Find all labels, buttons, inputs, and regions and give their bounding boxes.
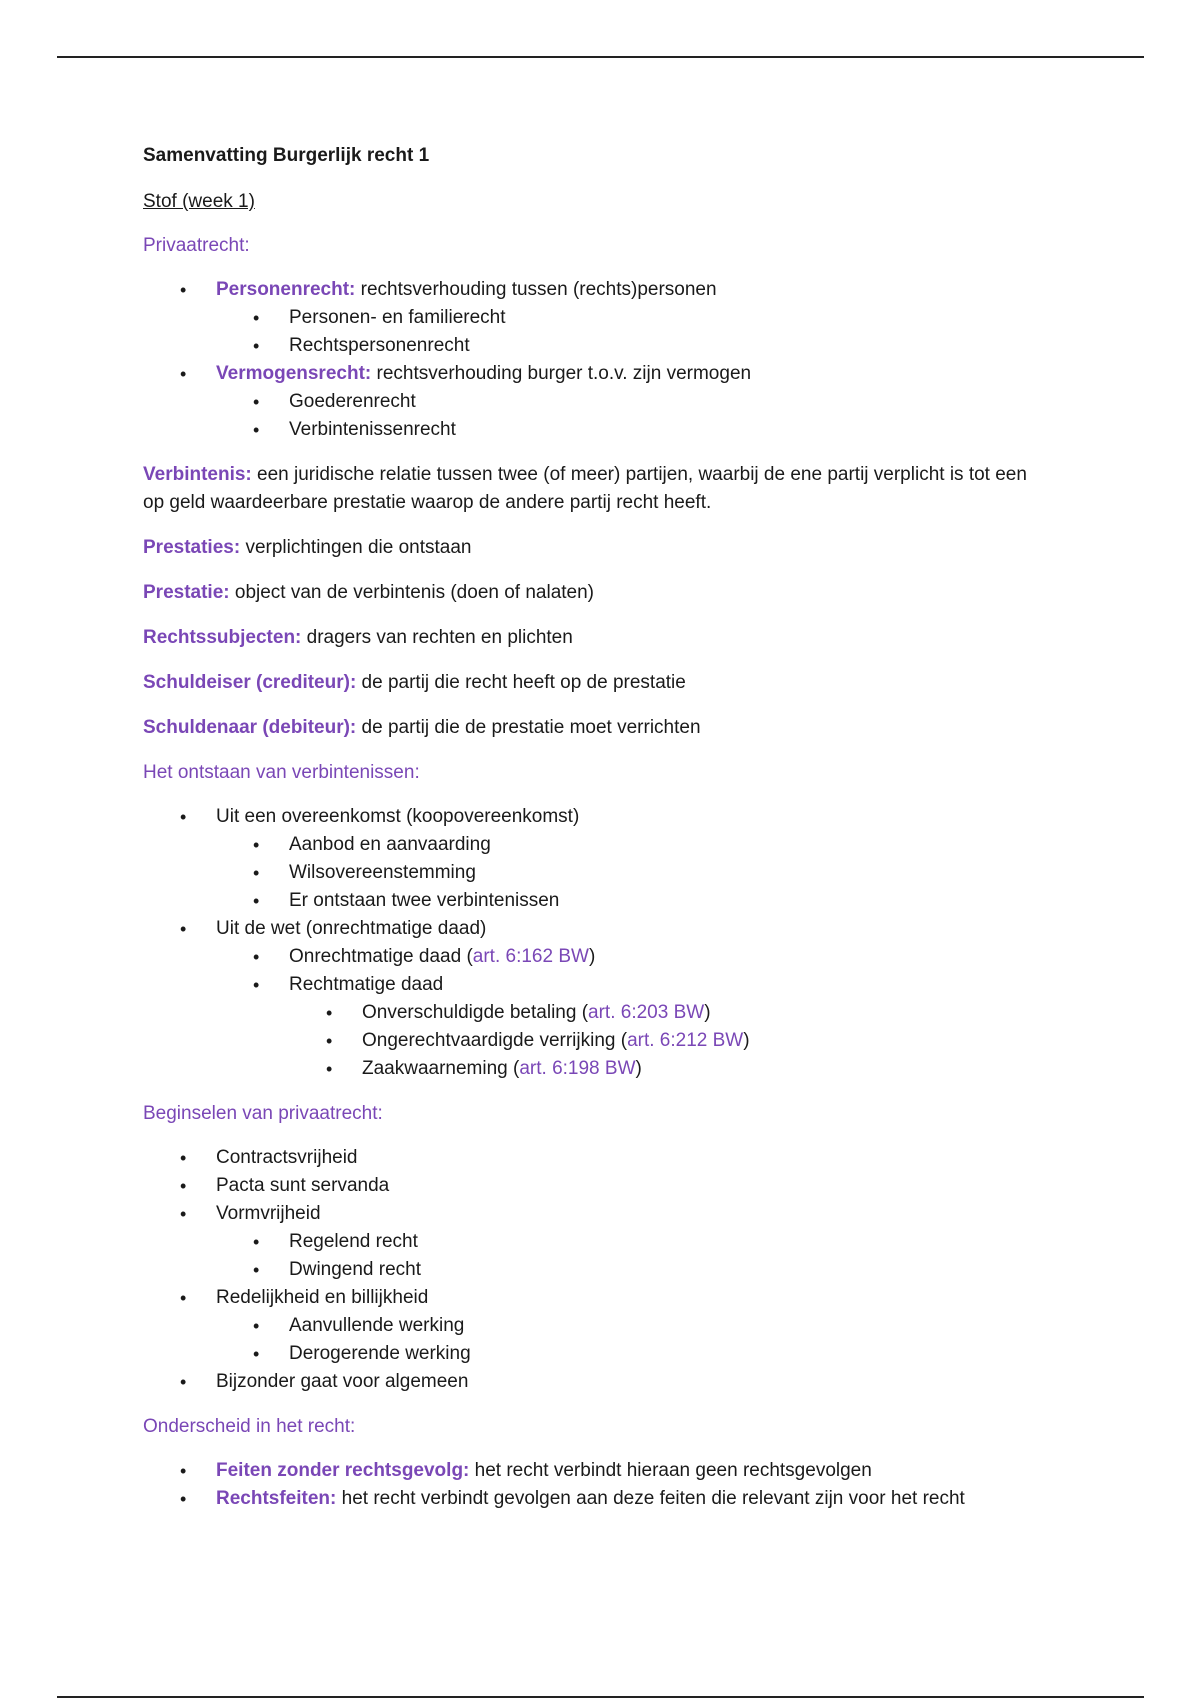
bullet-icon: • — [253, 1232, 260, 1252]
bottom-rule — [57, 1696, 1144, 1698]
list-item-text: Rechtmatige daad — [289, 974, 444, 995]
list-item-text: Uit de wet (onrechtmatige daad) — [216, 918, 487, 939]
list-item-text: Verbintenissenrecht — [289, 419, 456, 440]
bullet-icon: • — [253, 1316, 260, 1336]
bullet-icon: • — [253, 947, 260, 967]
list-item — [216, 971, 1043, 1083]
list-item-text: Regelend recht — [289, 1231, 418, 1252]
bullet-icon: • — [180, 919, 187, 939]
list-item-text: Goederenrecht — [289, 391, 416, 412]
term: Prestatie: — [143, 582, 230, 603]
definition-prestaties — [143, 534, 1043, 562]
list-item — [143, 1200, 1043, 1284]
list-item — [143, 276, 1043, 360]
bullet-icon: • — [253, 891, 260, 911]
term-description: rechtsverhouding burger t.o.v. zijn vermogen — [371, 363, 752, 384]
list-item-text: Onrechtmatige daad ( — [289, 946, 473, 967]
bullet-icon: • — [253, 975, 260, 995]
list-item — [143, 1172, 1043, 1200]
list-item — [216, 416, 1043, 444]
list-item — [216, 1312, 1043, 1340]
term: Schuldeiser (crediteur): — [143, 672, 357, 693]
list-item — [143, 1368, 1043, 1396]
bullet-icon: • — [180, 364, 187, 384]
closing-paren: ) — [635, 1058, 642, 1079]
term: Rechtssubjecten: — [143, 627, 302, 648]
list-item — [143, 1144, 1043, 1172]
closing-paren: ) — [588, 946, 596, 967]
bullet-icon: • — [326, 1031, 333, 1051]
article-reference: art. 6:198 BW — [519, 1058, 636, 1079]
list-item — [216, 332, 1043, 360]
list-item — [143, 1457, 1043, 1485]
list-item-text: Uit een overeenkomst (koopovereenkomst) — [216, 806, 580, 827]
term-description: het recht verbindt gevolgen aan deze feiten die relevant zijn voor het recht — [336, 1488, 965, 1509]
bullet-icon: • — [253, 392, 260, 412]
list-item — [216, 1228, 1043, 1256]
list-item-text: Redelijkheid en billijkheid — [216, 1287, 429, 1308]
list-item-text: Onverschuldigde betaling ( — [362, 1002, 589, 1023]
closing-paren: ) — [743, 1030, 750, 1051]
sub-sub-list — [289, 999, 1043, 1083]
section-heading-onderscheid: Onderscheid in het recht: — [143, 1416, 356, 1437]
bullet-icon: • — [180, 280, 187, 300]
closing-paren: ) — [704, 1002, 711, 1023]
list-item-text: Vormvrijheid — [216, 1203, 321, 1224]
term: Personenrecht: — [216, 279, 356, 300]
bullet-icon: • — [180, 1372, 187, 1392]
term-description: de partij die recht heeft op de prestatie — [356, 672, 686, 693]
list-item — [289, 1027, 1043, 1055]
term: Verbintenis: — [143, 464, 252, 485]
list-item-text: Personen- en familierecht — [289, 307, 506, 328]
bullet-icon: • — [180, 1461, 187, 1481]
list-item — [289, 1055, 1043, 1083]
definition-verbintenis — [143, 461, 1043, 517]
term-description: een juridische relatie tussen twee (of meer) partijen, waarbij de ene partij verplicht is tot een op geld waardeerbare prestatie waarop de andere partij recht heeft. — [143, 464, 1027, 513]
bullet-icon: • — [180, 1148, 187, 1168]
top-rule — [57, 56, 1144, 58]
definition-prestatie — [143, 579, 1043, 607]
term-description: het recht verbindt hieraan geen rechtsgevolgen — [469, 1460, 872, 1481]
definition-rechtssubjecten — [143, 624, 1043, 652]
term-description: de partij die de prestatie moet verrichten — [356, 717, 701, 738]
sub-list — [216, 831, 1043, 915]
list-item — [216, 859, 1043, 887]
list-item — [143, 360, 1043, 444]
term: Feiten zonder rechtsgevolg: — [216, 1460, 470, 1481]
term: Prestaties: — [143, 537, 241, 558]
sub-list — [216, 388, 1043, 444]
list-item — [216, 831, 1043, 859]
list-item-text: Pacta sunt servanda — [216, 1175, 390, 1196]
sub-list — [216, 1228, 1043, 1284]
definition-schuldenaar — [143, 714, 1043, 742]
term: Rechtsfeiten: — [216, 1488, 337, 1509]
section-heading-beginselen: Beginselen van privaatrecht: — [143, 1103, 383, 1124]
article-reference: art. 6:162 BW — [472, 946, 589, 967]
list-item-text: Aanvullende werking — [289, 1315, 465, 1336]
list-item-text: Wilsovereenstemming — [289, 862, 476, 883]
bullet-icon: • — [253, 308, 260, 328]
bullet-icon: • — [253, 1344, 260, 1364]
list-item-text: Ongerechtvaardigde verrijking ( — [362, 1030, 628, 1051]
list-item — [216, 388, 1043, 416]
document-title: Samenvatting Burgerlijk recht 1 — [143, 145, 430, 166]
bullet-icon: • — [180, 1288, 187, 1308]
document-subtitle: Stof (week 1) — [143, 191, 255, 212]
list-item — [143, 1485, 1043, 1513]
bullet-icon: • — [253, 336, 260, 356]
privaatrecht-list — [143, 276, 1043, 444]
definition-schuldeiser — [143, 669, 1043, 697]
term-description: verplichtingen die ontstaan — [240, 537, 472, 558]
list-item — [143, 1284, 1043, 1368]
list-item — [216, 887, 1043, 915]
list-item — [216, 1340, 1043, 1368]
list-item-text: Derogerende werking — [289, 1343, 471, 1364]
term: Vermogensrecht: — [216, 363, 372, 384]
section-heading-privaatrecht: Privaatrecht: — [143, 235, 250, 256]
term-description: object van de verbintenis (doen of nalaten) — [229, 582, 595, 603]
list-item — [143, 803, 1043, 915]
list-item — [143, 915, 1043, 1083]
bullet-icon: • — [180, 1204, 187, 1224]
list-item-text: Dwingend recht — [289, 1259, 422, 1280]
list-item — [289, 999, 1043, 1027]
article-reference: art. 6:212 BW — [627, 1030, 744, 1051]
sub-list — [216, 304, 1043, 360]
list-item-text: Zaakwaarneming ( — [362, 1058, 520, 1079]
bullet-icon: • — [326, 1059, 333, 1079]
beginselen-list — [143, 1144, 1043, 1396]
list-item-text: Contractsvrijheid — [216, 1147, 358, 1168]
term-description: dragers van rechten en plichten — [301, 627, 573, 648]
list-item-text: Rechtspersonenrecht — [289, 335, 470, 356]
bullet-icon: • — [326, 1003, 333, 1023]
bullet-icon: • — [180, 807, 187, 827]
list-item — [216, 943, 1043, 971]
section-heading-ontstaan: Het ontstaan van verbintenissen: — [143, 762, 420, 783]
article-reference: art. 6:203 BW — [588, 1002, 705, 1023]
list-item-text: Bijzonder gaat voor algemeen — [216, 1371, 469, 1392]
list-item-text: Aanbod en aanvaarding — [289, 834, 491, 855]
term: Schuldenaar (debiteur): — [143, 717, 357, 738]
sub-list — [216, 943, 1043, 1083]
bullet-icon: • — [253, 863, 260, 883]
bullet-icon: • — [253, 420, 260, 440]
term-description: rechtsverhouding tussen (rechts)personen — [355, 279, 717, 300]
ontstaan-list — [143, 803, 1043, 1083]
list-item-text: Er ontstaan twee verbintenissen — [289, 890, 560, 911]
onderscheid-list — [143, 1457, 1043, 1513]
bullet-icon: • — [253, 1260, 260, 1280]
sub-list — [216, 1312, 1043, 1368]
list-item — [216, 1256, 1043, 1284]
bullet-icon: • — [180, 1489, 187, 1509]
document-page — [143, 142, 1043, 1530]
bullet-icon: • — [180, 1176, 187, 1196]
list-item — [216, 304, 1043, 332]
bullet-icon: • — [253, 835, 260, 855]
